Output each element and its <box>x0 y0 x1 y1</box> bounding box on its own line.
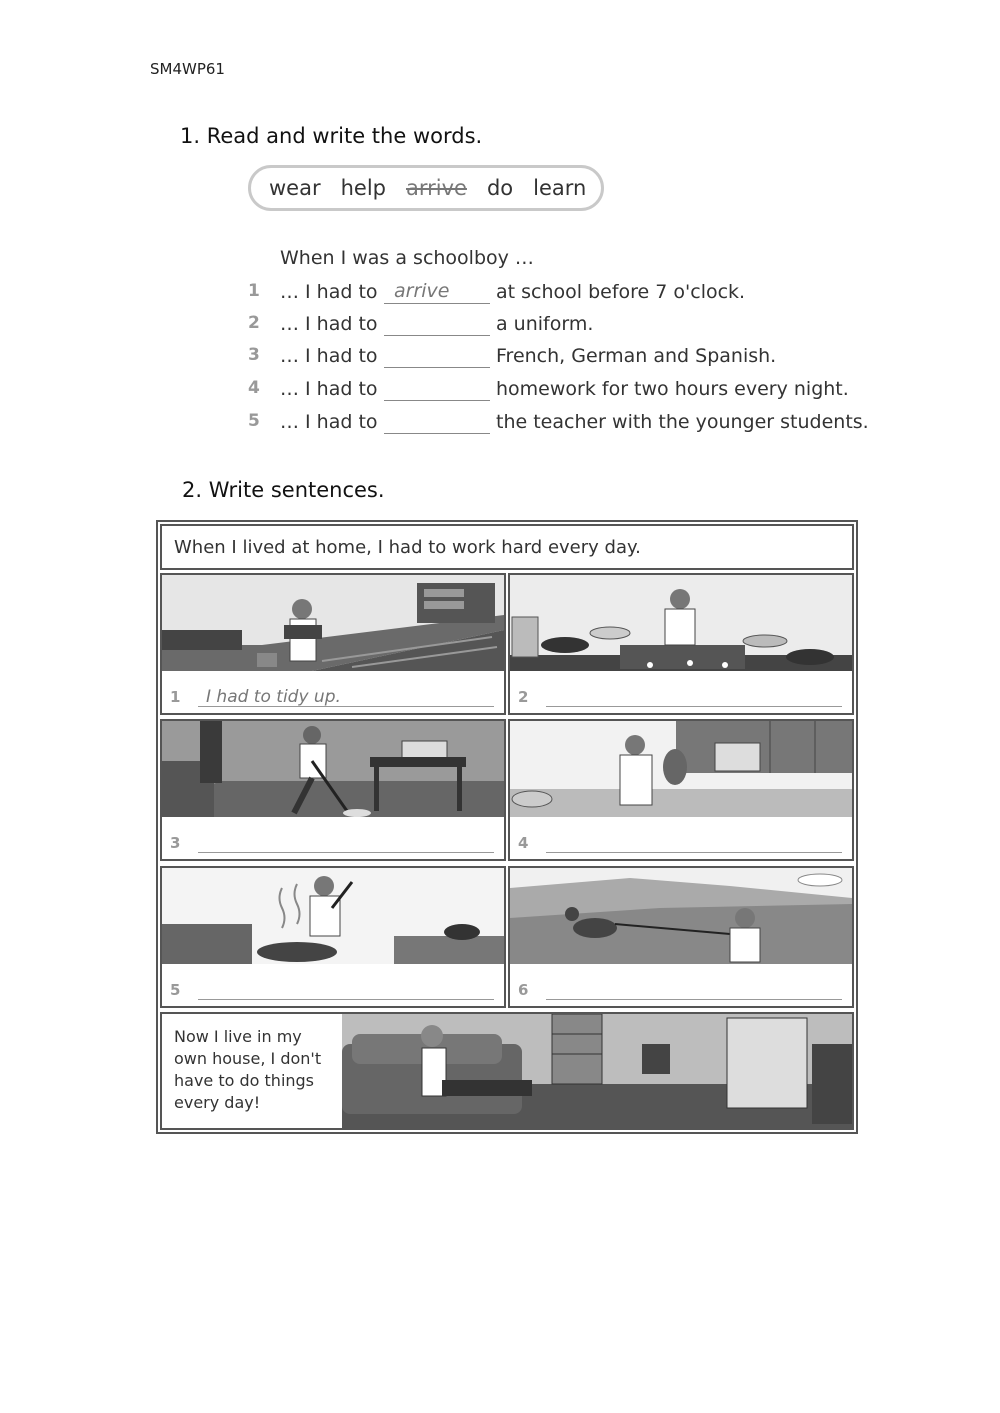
drying-plates-illustration <box>510 721 852 817</box>
item-number: 3 <box>248 345 260 365</box>
answer-line[interactable] <box>198 706 494 707</box>
item-rest: a uniform. <box>496 313 594 335</box>
picture-panel-6 <box>508 866 854 1008</box>
task2-heading: 2. Write sentences. <box>182 478 385 502</box>
example-answer: arrive <box>394 280 450 302</box>
item-lead: … I had to <box>280 411 378 433</box>
word-bank-item: learn <box>533 176 587 200</box>
item-lead: … I had to <box>280 345 378 367</box>
answer-line[interactable] <box>198 999 494 1000</box>
item-number: 1 <box>248 281 260 301</box>
example-sentence: When I lived at home, I had to work hard every day. <box>160 524 854 570</box>
item-rest: at school before 7 o'clock. <box>496 281 746 303</box>
picture-panel-4 <box>508 719 854 861</box>
word-box <box>248 165 604 211</box>
answer-blank[interactable] <box>384 411 490 434</box>
item-rest: homework for two hours every night. <box>496 378 849 400</box>
word-bank-item: do <box>486 176 514 200</box>
exercise-intro: When I was a schoolboy … <box>280 247 534 269</box>
relaxing-illustration <box>342 1014 854 1128</box>
panel-number: 1 <box>170 688 181 706</box>
word-bank-item-crossed: arrive <box>406 176 467 200</box>
answer-blank[interactable] <box>384 345 490 368</box>
item-lead: … I had to <box>280 313 378 335</box>
item-rest: French, German and Spanish. <box>496 345 777 367</box>
tidying-illustration <box>162 575 504 671</box>
answer-blank[interactable] <box>384 378 490 401</box>
item-rest: the teacher with the younger students. <box>496 411 869 433</box>
page-code: SM4WP61 <box>150 60 225 78</box>
picture-panel-1 <box>160 573 506 715</box>
task1-heading: 1. Read and write the words. <box>180 124 483 148</box>
answer-blank[interactable] <box>384 313 490 336</box>
panel-number: 5 <box>170 981 181 999</box>
item-number: 2 <box>248 313 260 333</box>
picture-panel-3 <box>160 719 506 861</box>
sweeping-illustration <box>162 721 504 817</box>
picture-panel-5 <box>160 866 506 1008</box>
item-lead: … I had to <box>280 378 378 400</box>
answer-line[interactable] <box>198 852 494 853</box>
picture-panel-2 <box>508 573 854 715</box>
answer-line[interactable] <box>546 852 842 853</box>
item-number: 4 <box>248 378 260 398</box>
word-bank-item: wear <box>269 176 321 200</box>
panel-number: 2 <box>518 688 529 706</box>
washing-dishes-illustration <box>510 575 852 671</box>
example-answer: I had to tidy up. <box>206 687 341 707</box>
conclusion-panel <box>160 1012 854 1130</box>
item-lead: … I had to <box>280 281 378 303</box>
answer-blank[interactable] <box>384 281 490 304</box>
panel-number: 3 <box>170 834 181 852</box>
cooking-illustration <box>162 868 504 964</box>
dog-walking-illustration <box>510 868 852 964</box>
answer-line[interactable] <box>546 999 842 1000</box>
answer-line[interactable] <box>546 706 842 707</box>
word-bank-item: help <box>340 176 387 200</box>
panel-number: 4 <box>518 834 529 852</box>
conclusion-text: Now I live in my own house, I don't have to do things every day! <box>174 1027 322 1112</box>
item-number: 5 <box>248 411 260 431</box>
panel-number: 6 <box>518 981 529 999</box>
